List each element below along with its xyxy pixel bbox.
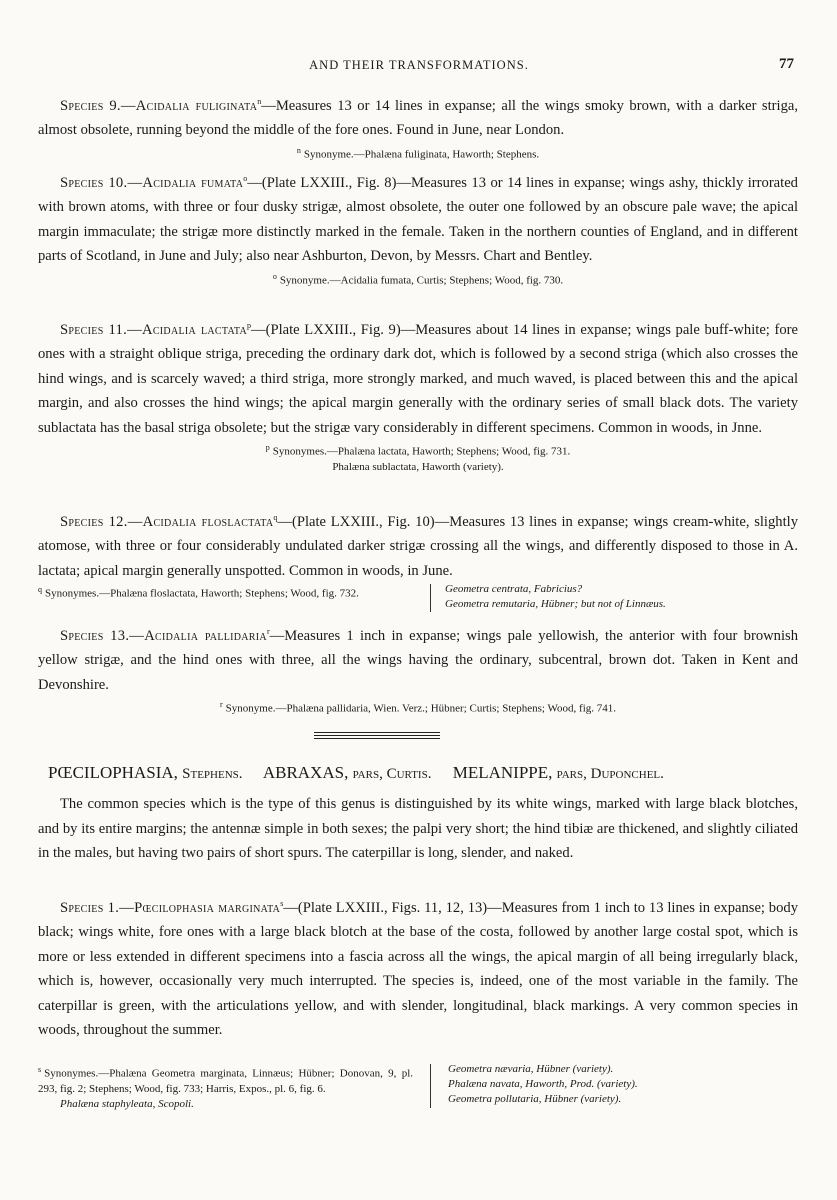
running-head: AND THEIR TRANSFORMATIONS. [309,58,529,72]
genus-name-3: MELANIPPE, [452,763,553,782]
genus-author-3: pars, Duponchel. [556,766,664,782]
species-12-entry [38,506,798,583]
species-1-footnote-mark: s [280,899,284,908]
page-number: 77 [779,56,794,72]
species-13-label: Species 13.—Acidalia pallidaria [60,627,267,644]
species-9-footnote-mark: n [257,97,262,106]
species-9-synonymy-mark: n [296,145,301,155]
species-11-synonymy-1: Synonymes.—Phalæna lactata, Haworth; Stephens; Wood, fig. 731. [272,446,571,459]
synonymy-divider [430,584,431,612]
species-1-synonymy-right-1: Geometra nævaria, Hübner (variety). [448,1063,614,1075]
species-13-synonymy: Synonyme.—Phalæna pallidaria, Wien. Verz.; Hübner; Curtis; Stephens; Wood, fig. 741. [225,703,617,716]
section-divider [314,732,440,741]
species-12-synonymy-mark: q [38,585,42,594]
genus-author-2: pars, Curtis. [352,766,432,782]
species-9-synonymy: Synonyme.—Phalæna fuliginata, Haworth; Stephens. [303,148,540,161]
species-10-entry [38,167,798,289]
species-12-synonymy-right-2: Geometra remutaria, Hübner; but not of Linnæus. [445,598,666,610]
species-12-synonymy-right-1: Geometra centrata, Fabricius? [445,583,583,595]
species-1-synonymy-mark: s [38,1065,42,1074]
species-9-text: —Measures 13 or 14 lines in expanse; all the wings smoky brown, with a darker striga, almost obsolete, running beyond the middle of the fore ones. Found in June, near London. [38,97,798,139]
species-11-entry [38,314,798,475]
species-10-text: —(Plate LXXIII., Fig. 8)—Measures 13 or 14 lines in expanse; wings ashy, thickly irrorated with brown atoms, with three or four dusky strigæ, almost obsolete, the outer one followed by an obscure pale wave; the apical margin immaculate; the strigæ more distinctly marked in the female. Taken in the northern counties of England, and in different parts of Scotland, in June and July; also near Ashburton, Devon, by Messrs. Chart and Bentley. [38,174,798,265]
species-13-entry [38,620,798,717]
species-1-entry [38,892,798,1043]
species-1-synonymy [38,1062,798,1134]
species-1-synonymy-right-3: Geometra pollutaria, Hübner (variety). [448,1093,622,1105]
species-11-synonymy-mark: p [265,443,270,453]
genus-description: The common species which is the type of this genus is distinguished by its white wings, marked with large black blotches, and by its entire margins; the antennæ simple in both sexes; the palpi very short; the hind tibiæ are thickened, and slightly ciliated in the males, but having two pairs of short spurs. The caterpillar is long, slender, and naked. [38,796,798,861]
species-11-text: —(Plate LXXIII., Fig. 9)—Measures about 14 lines in expanse; wings pale buff-white; fore ones with a straight oblique striga, preceding the ordinary dark dot, which is followed by a second striga (which also crosses the hind wings, and is scarcely waved; a third striga, more strongly marked, and much waved, is placed between this and the apical margin, and also crosses the hind wings; the apical margin generally with the ordinary series of small black dots. The variety sublactata has the basal striga obsolete; but the strigæ vary considerably in different specimens. Common in woods, in Jnne. [38,321,798,436]
genus-author-1: Stephens. [182,766,243,782]
genus-name-1: PŒCILOPHASIA, [48,763,178,782]
species-1-text: —(Plate LXXIII., Figs. 11, 12, 13)—Measures from 1 inch to 13 lines in expanse; body black; wings white, fore ones with a large black blotch at the base of the costa, followed by another large costal spot, which is more or less extended in different specimens into a fascia across all the wings, the apical margin of all being irregularly black, which is, however, occasionally very much interrupted. The species is, indeed, one of the most variable in the family. The caterpillar is green, with the articulations yellow, and with slender, longitudinal, black markings. A very common species in woods, throughout the summer. [38,899,798,1039]
species-12-synonymy [38,582,798,614]
species-11-footnote-mark: p [247,321,252,330]
species-10-synonymy: Synonyme.—Acidalia fumata, Curtis; Stephens; Wood, fig. 730. [279,274,564,287]
species-11-label: Species 11.—Acidalia lactata [60,321,248,338]
book-page [38,0,800,1200]
genus-heading [48,763,800,783]
page-header [38,58,800,78]
species-10-label: Species 10.—Acidalia fumata [60,174,244,191]
genus-name-2: ABRAXAS, [262,763,349,782]
species-13-synonymy-mark: r [219,700,223,710]
species-11-synonymy-2: Phalæna sublactata, Haworth (variety). [332,461,504,474]
species-9-label: Species 9.—Acidalia fuliginata [60,97,258,114]
species-9-entry [38,90,798,163]
species-12-footnote-mark: q [273,513,278,522]
species-1-synonymy-right-2: Phalæna navata, Haworth, Prod. (variety). [448,1078,638,1090]
species-10-footnote-mark: o [243,174,248,183]
synonymy-divider [430,1064,431,1108]
species-10-synonymy-mark: o [272,271,277,281]
species-1-synonymy-left-2: Phalæna staphyleata, Scopoli. [60,1097,194,1110]
species-12-text: —(Plate LXXIII., Fig. 10)—Measures 13 lines in expanse; wings cream-white, slightly atomose, with three or four considerably undulated darker strigæ crossing all the wings, and differently disposed to those in A. lactata; apical margin generally unspotted. Common in woods, in June. [38,513,798,579]
species-13-text: —Measures 1 inch in expanse; wings pale yellowish, the anterior with four brownish yellow strigæ, and the hind ones with three, all the wings having the ordinary, subcentral, brown dot. Taken in Kent and Devonshire. [38,627,798,693]
species-12-label: Species 12.—Acidalia floslactata [60,513,274,530]
species-1-label: Species 1.—Pœcilophasia marginata [60,899,281,916]
species-12-synonymy-left: Synonymes.—Phalæna floslactata, Haworth; Stephens; Wood, fig. 732. [45,587,359,600]
species-1-synonymy-left: Synonymes.—Phalæna Geometra marginata, Linnæus; Hübner; Donovan, 9, pl. 293, fig. 2; Stephens; Wood, fig. 733; Harris, Expos., pl. 6, fig. 6. [38,1067,413,1095]
genus-description-block [38,792,798,866]
species-13-footnote-mark: r [266,627,270,636]
